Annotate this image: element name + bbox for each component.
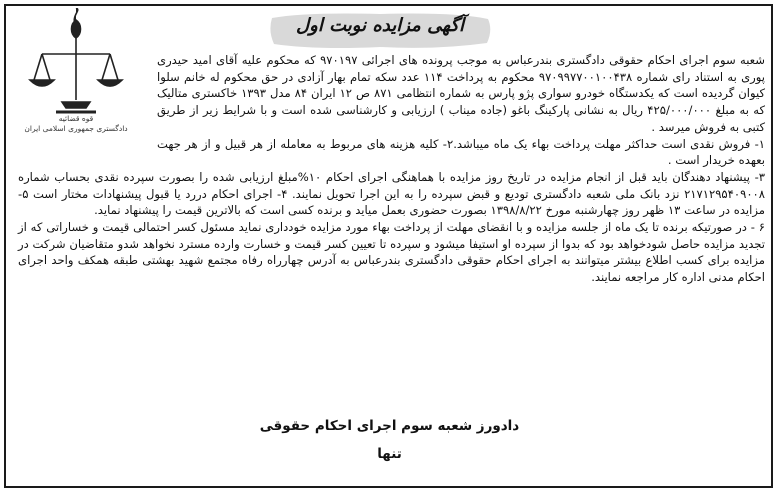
title-banner <box>266 10 494 52</box>
signature-line: دادورز شعبه سوم اجرای احکام حقوقی <box>259 418 520 434</box>
signature-name: تنها <box>377 446 402 462</box>
notice-title: آگهی مزایده نوبت اول <box>296 15 464 36</box>
emblem-caption-line-1: قوه قضائیه <box>58 114 94 123</box>
notice-paragraph-1: شعبه سوم اجرای احکام حقوقی دادگستری بندرعباس به موجب پرونده های اجرائی ۹۷۰۱۹۷ که محکوم علیه آقای امید حیدری پوری به استناد رای شماره ۹۷۰۹۹۷۷۰۰۱۰۰۴۳۸ محکوم به پرداخت ۱۱۴ عدد سکه تمام بهار آزادی در حق محکوم له خانم سلوا کیوان گردیده است که یکدستگاه خودرو سواری پژو پارس به شماره انتظامی ۸۷۱ ص ۱۲ ایران ۸۴ مدل ۱۳۹۳ خاکستری متالیک که به مبلغ ۴۲۵/۰۰۰/۰۰۰ ریال به نشانی پارکینگ باغو (جاده میناب ) ارزیابی و کارشناسی شده است و با شرایط زیر از طریق کتبی به فروش میرسد . <box>157 53 766 134</box>
notice-paragraph-4: ۶ - در صورتیکه برنده تا یک ماه از جلسه مزایده و با انقضای مهلت از پرداخت بهاء مورد مزایده خودداری نماید مسئول کسر احتمالی قیمت و خساراتی که از تجدید مزایده حاصل شودخواهد بود که بدوا از سپرده او استیفا میشود و سپرده تا تعیین کسر قیمت و خسارت وارده مسترد نخواهد شدو متقاضیان شرکت در مزایده برای کسب اطلاع بیشتر میتوانند به اجرای احکام حقوقی دادگستری بندرعباس به آدرس چهارراه رفاه مجتمع شهید بهشتی طبقه همکف واحد اجرای احکام مدنی اداره کار مراجعه نمایند. <box>18 220 765 285</box>
notice-body <box>18 52 765 286</box>
notice-paragraph-2: ۱- فروش نقدی است حداکثر مهلت پرداخت بهاء یک ماه میباشد.۲- کلیه هزینه های مربوط به معامله از هر قبیل و از هر جهت بعهده خریدار است . <box>157 136 765 168</box>
emblem-caption-line-2: دادگستری جمهوری اسلامی ایران <box>24 124 128 133</box>
notice-paragraph-3: ۳- پیشنهاد دهندگان باید قبل از انجام مزایده در تاریخ روز مزایده با هماهنگی اجرای احکام ۱۰%مبلغ ارزیابی شده را بصورت سپرده نقدی بحساب شماره ۲۱۷۱۲۹۵۴۰۹۰۰۸ نزد بانک ملی شعبه دادگستری تودیع و قبض سپرده را به این اجرا تحویل نمایند. ۴- اجرای احکام دررد یا قبول پیشنهادات مختار است ۵- مزایده در ساعت ۱۳ ظهر روز چهارشنبه مورخ ۱۳۹۸/۸/۲۲ بصورت حضوری بعمل میاید و برنده کسی است که بالاترین قیمت را پیشنهاد نماید. <box>18 169 766 218</box>
